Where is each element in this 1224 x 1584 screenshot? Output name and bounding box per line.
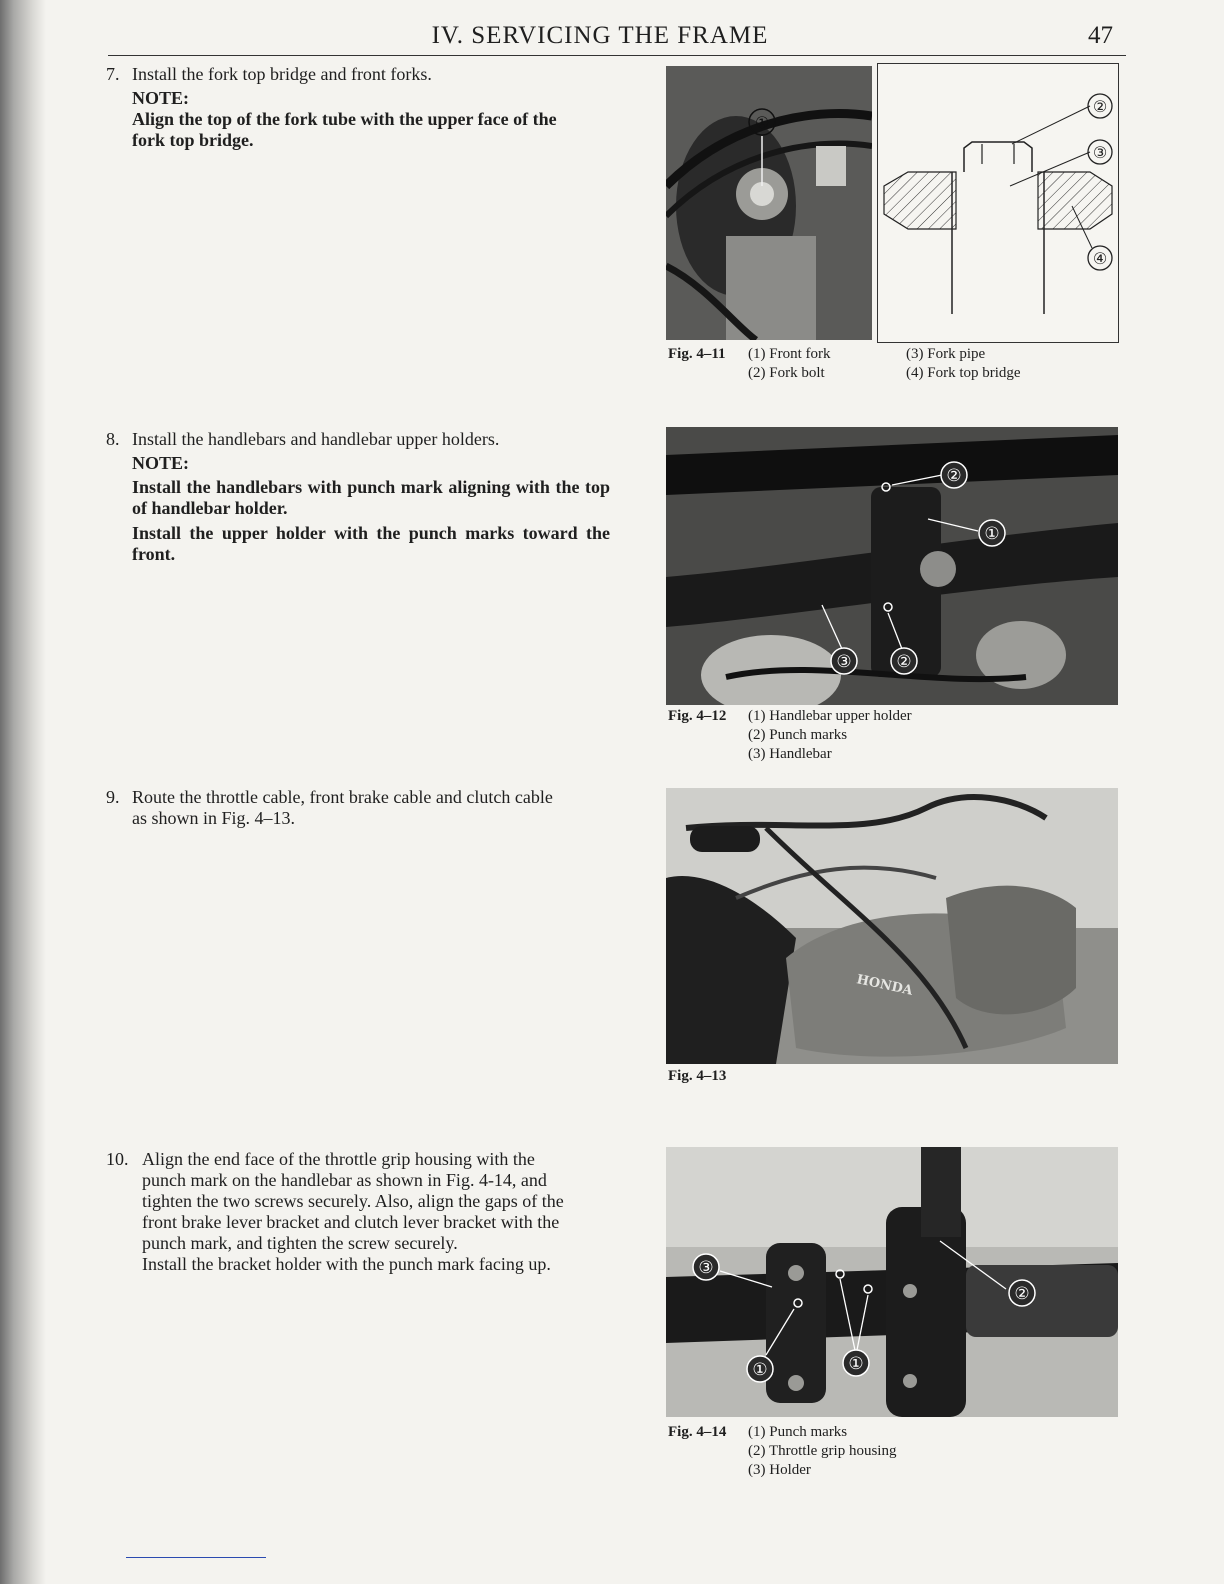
step-line: punch mark on the handlebar as shown in Fig. 4-14, and — [142, 1170, 547, 1190]
figure-4-14-photo — [666, 1147, 1118, 1417]
note-label: NOTE: — [132, 453, 190, 473]
step-number: 8. — [106, 429, 120, 449]
callout-1: ① — [848, 1354, 864, 1374]
note-line: Align the top of the fork tube with the upper face of the — [132, 109, 557, 129]
note-paragraph: Install the handlebars with punch mark aligning with the top of handlebar holder. — [132, 477, 610, 518]
caption-item: (1) Punch marks — [748, 1424, 848, 1440]
caption-item: (3) Handlebar — [748, 746, 832, 762]
step-7 — [106, 64, 622, 151]
book-binding-shadow — [0, 0, 46, 1584]
step-line: punch mark, and tighten the screw securely. — [142, 1233, 458, 1253]
figure-number: Fig. 4–13 — [668, 1068, 727, 1084]
callout-2: ② — [1014, 1284, 1030, 1304]
figure-4-11-photo — [666, 66, 872, 340]
callout-2: ② — [946, 466, 962, 486]
step-line: front brake lever bracket and clutch lever bracket with the — [142, 1212, 560, 1232]
caption-item: (3) Fork pipe — [906, 346, 986, 362]
callout-2: ② — [896, 652, 912, 672]
callout-1: ① — [754, 113, 770, 132]
caption-item: (1) Front fork — [748, 346, 831, 362]
callout-3: ③ — [698, 1258, 714, 1278]
page-number: 47 — [1088, 22, 1113, 49]
page-header-title: IV. SERVICING THE FRAME — [431, 22, 769, 49]
honda-logo-text: HONDA — [855, 972, 914, 999]
caption-item: (4) Fork top bridge — [906, 365, 1021, 381]
caption-item: (1) Handlebar upper holder — [748, 708, 912, 724]
step-number: 7. — [106, 64, 120, 84]
step-line: tighten the two screws securely. Also, align the gaps of the — [142, 1191, 564, 1211]
header-rule — [108, 55, 1126, 56]
callout-3: ③ — [1092, 143, 1108, 162]
figure-number: Fig. 4–11 — [668, 346, 726, 362]
step-line: Install the bracket holder with the punch mark facing up. — [142, 1254, 551, 1274]
caption-item: (2) Punch marks — [748, 727, 848, 743]
step-line: Route the throttle cable, front brake cable and clutch cable — [132, 787, 553, 807]
figure-number: Fig. 4–12 — [668, 708, 727, 724]
figure-4-11-diagram — [877, 63, 1119, 343]
figure-4-12-photo — [666, 427, 1118, 705]
callout-1: ① — [984, 524, 1000, 544]
step-line: Align the end face of the throttle grip housing with the — [142, 1149, 535, 1169]
callout-2: ② — [1092, 97, 1108, 116]
figure-4-13-photo — [666, 788, 1118, 1064]
step-10 — [106, 1149, 622, 1275]
callout-1: ① — [752, 1360, 768, 1380]
note-paragraph: Install the upper holder with the punch marks toward the front. — [132, 523, 610, 564]
callout-3: ③ — [836, 652, 852, 672]
step-number: 9. — [106, 787, 120, 807]
step-text: Install the handlebars and handlebar upper holders. — [132, 429, 500, 449]
step-text: Install the fork top bridge and front forks. — [132, 64, 432, 84]
note-label: NOTE: — [132, 88, 190, 108]
step-9 — [106, 787, 622, 829]
step-8 — [106, 429, 622, 565]
caption-item: (3) Holder — [748, 1462, 811, 1478]
callout-4: ④ — [1092, 249, 1108, 268]
footer-rule — [126, 1557, 266, 1558]
note-line: fork top bridge. — [132, 130, 254, 150]
step-number: 10. — [106, 1149, 129, 1169]
caption-item: (2) Fork bolt — [748, 365, 825, 381]
caption-item: (2) Throttle grip housing — [748, 1443, 897, 1459]
figure-number: Fig. 4–14 — [668, 1424, 727, 1440]
step-line: as shown in Fig. 4–13. — [132, 808, 296, 828]
